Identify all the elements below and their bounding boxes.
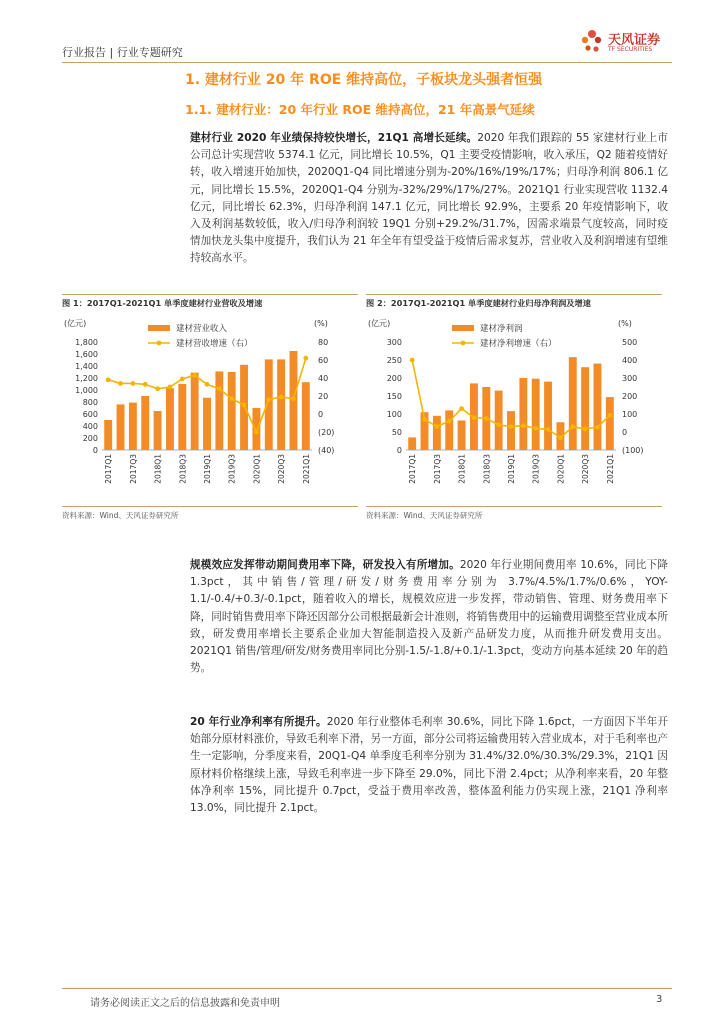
legend-bar-swatch — [148, 325, 170, 331]
right-tick-label: (100) — [622, 446, 644, 455]
bar-2017Q3 — [129, 403, 137, 450]
x-tick-label: 2019Q1 — [507, 454, 516, 484]
bar-2019Q2 — [215, 371, 223, 450]
figure2-top-rule — [366, 294, 662, 295]
paragraph-revenue — [190, 130, 668, 268]
right-tick-label: 300 — [622, 374, 638, 383]
growth-point-2020Q4 — [595, 425, 600, 430]
growth-point-2019Q2 — [217, 386, 222, 391]
bar-2019Q4 — [544, 382, 552, 450]
paragraph-body: 2020 年我们跟踪的 55 家建材行业上市公司总计实现营收 5374.1 亿元，同比增长 10.5%，Q1 主要受疫情影响，收入承压，Q2 随着疫情好转，收入增速开始加快，2020Q1-Q4 同比增速分别为-20%/16%/19%/17%；归母净利润 806.1 亿元，同比增长 15.5%，2020Q1-Q4 分别为-32%/29%/17%/27%。2021Q1 行业实现营收 1132.4 亿元，同比增长 62.3%，归母净利润 147.1 亿元，同比增长 92.9%，主要系 20 年疫情影响下，收入及利润基数较低，收入/归母净利润较 19Q1 分别+29.2%/31.7%，因需求端景气度较高，同时疫情加快龙头集中度提升，我们认为 21 年全年有望受益于疫情后需求复苏，营业收入及利润增速有望维持较高水平。 — [190, 132, 668, 265]
growth-point-2020Q1 — [254, 430, 259, 435]
growth-point-2019Q2 — [521, 423, 526, 428]
left-tick-label: 1,000 — [75, 386, 98, 395]
x-tick-label: 2018Q1 — [457, 454, 467, 484]
left-tick-label: 1,400 — [75, 362, 98, 371]
paragraph-lead: 建材行业 2020 年业绩保持较快增长，21Q1 高增长延续。 — [190, 132, 478, 144]
left-tick-label: 1,600 — [75, 350, 98, 359]
left-tick-label: 1,200 — [75, 374, 98, 383]
bar-2018Q4 — [495, 391, 503, 450]
right-tick-label: 500 — [622, 338, 638, 347]
growth-point-2019Q1 — [509, 424, 514, 429]
legend-line-marker — [461, 341, 466, 346]
growth-point-2018Q4 — [496, 422, 501, 427]
footer-rule — [62, 988, 672, 989]
legend-bar-label: 建材净利润 — [480, 324, 523, 334]
figure2-bottom-rule — [366, 506, 662, 507]
left-tick-label: 250 — [386, 356, 402, 365]
page-number: 3 — [656, 994, 663, 1005]
bar-2019Q1 — [507, 411, 515, 450]
growth-point-2017Q1 — [410, 358, 415, 363]
bar-2019Q3 — [228, 372, 236, 450]
left-tick-label: 0 — [92, 446, 98, 455]
growth-point-2018Q2 — [168, 385, 173, 390]
logo-sub: TF SECURITIES — [608, 46, 653, 53]
x-tick-label: 2020Q3 — [277, 454, 287, 484]
x-tick-label: 2021Q1 — [301, 454, 311, 484]
growth-point-2019Q1 — [205, 382, 210, 387]
right-tick-label: 400 — [622, 356, 638, 365]
logo-name: 天风证券 — [608, 33, 661, 48]
bar-2020Q2 — [569, 357, 577, 450]
left-tick-label: 0 — [396, 446, 402, 455]
x-tick-label: 2018Q3 — [178, 454, 188, 484]
bar-2019Q2 — [519, 378, 527, 450]
legend-line-label: 建材净利增速（右） — [480, 339, 557, 349]
bar-2020Q3 — [581, 367, 589, 450]
bar-2017Q4 — [141, 396, 149, 450]
paragraph-expenses — [190, 557, 668, 677]
right-tick-label: 100 — [622, 410, 638, 419]
growth-point-2018Q4 — [192, 373, 197, 378]
x-tick-label: 2020Q1 — [252, 454, 262, 484]
left-tick-label: 1,800 — [75, 338, 98, 347]
right-tick-label: (20) — [318, 428, 335, 437]
bar-2018Q2 — [166, 388, 174, 450]
bar-2020Q3 — [277, 359, 285, 450]
x-tick-label: 2017Q3 — [432, 454, 442, 484]
right-tick-label: 0 — [622, 428, 628, 437]
growth-point-2021Q1 — [303, 356, 308, 361]
growth-point-2020Q2 — [266, 397, 271, 402]
growth-point-2018Q1 — [155, 386, 160, 391]
right-tick-label: 40 — [318, 374, 329, 383]
x-tick-label: 2019Q3 — [531, 454, 541, 484]
right-tick-label: (40) — [318, 446, 335, 455]
legend-bar-label: 建材营业收入 — [176, 324, 228, 334]
left-tick-label: 800 — [82, 398, 98, 407]
bar-2021Q1 — [606, 397, 614, 450]
x-tick-label: 2017Q1 — [408, 454, 418, 484]
bar-2018Q1 — [154, 411, 162, 450]
left-tick-label: 50 — [391, 428, 402, 437]
growth-point-2020Q3 — [583, 427, 588, 432]
growth-point-2019Q3 — [533, 426, 538, 431]
figure2-source: 资料来源：Wind、天风证券研究所 — [366, 511, 483, 520]
figure1-top-rule — [62, 294, 358, 295]
left-axis-unit: (亿元) — [64, 319, 87, 328]
growth-point-2017Q4 — [447, 419, 452, 424]
left-tick-label: 400 — [82, 422, 98, 431]
right-tick-label: 20 — [318, 392, 329, 401]
growth-point-2017Q1 — [106, 377, 111, 382]
paragraph-lead: 规模效应发挥带动期间费用率下降，研发投入有所增加。 — [190, 559, 460, 571]
bar-2018Q3 — [178, 384, 186, 450]
bar-2017Q1 — [104, 420, 112, 450]
paragraph-lead: 20 年行业净利率有所提升。 — [190, 716, 327, 728]
growth-point-2017Q3 — [434, 424, 439, 429]
bar-2018Q1 — [458, 420, 466, 450]
growth-point-2017Q3 — [130, 381, 135, 386]
legend-bar-swatch — [452, 325, 474, 331]
x-tick-label: 2020Q3 — [581, 454, 591, 484]
left-tick-label: 200 — [386, 374, 402, 383]
growth-point-2020Q1 — [558, 435, 563, 440]
bar-2017Q1 — [408, 437, 416, 450]
bar-2019Q3 — [532, 379, 540, 450]
left-tick-label: 300 — [386, 338, 402, 347]
bar-2017Q2 — [117, 404, 125, 450]
left-axis-unit: (亿元) — [368, 319, 391, 328]
right-axis-unit: (%) — [314, 319, 328, 328]
right-axis-unit: (%) — [618, 319, 632, 328]
figure1-bottom-rule — [62, 506, 358, 507]
right-tick-label: 200 — [622, 392, 638, 401]
figure2-caption: 图 2：2017Q1-2021Q1 单季度建材行业归母净利润及增速 — [366, 298, 591, 308]
figure2-chart — [366, 312, 662, 504]
x-tick-label: 2018Q3 — [482, 454, 492, 484]
left-tick-label: 600 — [82, 410, 98, 419]
x-tick-label: 2019Q1 — [203, 454, 212, 484]
growth-point-2018Q1 — [459, 406, 464, 411]
section-heading-1-1: 1.1. 建材行业：20 年行业 ROE 维持高位，21 年高景气延续 — [185, 102, 535, 117]
x-tick-label: 2017Q1 — [104, 454, 114, 484]
x-tick-label: 2018Q1 — [153, 454, 163, 484]
growth-point-2018Q3 — [484, 416, 489, 421]
header-rule — [62, 62, 672, 63]
growth-point-2018Q2 — [472, 415, 477, 420]
left-tick-label: 150 — [386, 392, 402, 401]
growth-point-2019Q4 — [546, 427, 551, 432]
bar-2017Q3 — [433, 416, 441, 450]
growth-point-2018Q3 — [180, 377, 185, 382]
figure1-source: 资料来源：Wind、天风证券研究所 — [62, 511, 179, 520]
paragraph-body: 2020 年行业整体毛利率 30.6%，同比下降 1.6pct，一方面因下半年开始部分原材料涨价，导致毛利率下滑，另一方面，部分公司将运输费用转入营业成本，对于毛利率也产生一定影响，分季度来看，20Q1-Q4 单季度毛利率分别为 31.4%/32.0%/30.3%/29.3%，21Q1 因原材料价格继续上涨，导致毛利率进一步下降至 29.0%，同比下滑 2.4pct；从净利率来看，20 年整体净利率 15%，同比提升 0.7pct，受益于费用率改善，整体盈利能力仍实现上涨，21Q1 净利率 13.0%，同比提升 2.1pct。 — [190, 716, 668, 815]
growth-point-2017Q4 — [143, 382, 148, 387]
x-tick-label: 2019Q3 — [227, 454, 237, 484]
bar-2020Q1 — [252, 408, 260, 450]
figure1-caption: 图 1：2017Q1-2021Q1 单季度建材行业营收及增速 — [62, 298, 263, 308]
section-heading-1: 1. 建材行业 20 年 ROE 维持高位，子板块龙头强者恒强 — [185, 72, 543, 88]
growth-point-2019Q4 — [242, 403, 247, 408]
paragraph-body: 2020 年行业期间费用率 10.6%，同比下降 1.3pct，其中销售/管理/研发/财务费用率分别为 3.7%/4.5%/1.7%/0.6%，YOY-1.1/-0.4/+0.3/-0.1pct，随着收入的增长，规模效应进一步发挥，带动销售、管理、财务费用率下降，同时销售费用率下降还因部分公司根据最新会计准则，将销售费用中的运输费用调整至营业成本所致，研发费用率增长主要系企业加大智能制造投入及新产品研发力度，从而推升研发费用支出。2021Q1 销售/管理/研发/财务费用率同比分别-1.5/-1.8/+0.1/-1.3pct，变动方向基本延续 20 年的趋势。 — [190, 559, 668, 675]
legend-line-label: 建材营收增速（右） — [176, 339, 253, 349]
bar-2020Q4 — [594, 364, 602, 450]
breadcrumb: 行业报告 | 行业专题研究 — [62, 46, 183, 59]
right-tick-label: 80 — [318, 338, 329, 347]
growth-point-2020Q3 — [279, 395, 284, 400]
right-tick-label: 0 — [318, 410, 324, 419]
footer-disclaimer: 请务必阅读正文之后的信息披露和免责申明 — [90, 998, 280, 1009]
growth-point-2017Q2 — [422, 417, 427, 422]
paragraph-margin — [190, 714, 668, 817]
bar-2017Q4 — [445, 410, 453, 450]
growth-point-2021Q1 — [607, 413, 612, 418]
growth-point-2020Q2 — [570, 424, 575, 429]
growth-point-2020Q4 — [291, 396, 296, 401]
growth-point-2019Q3 — [229, 396, 234, 401]
growth-point-2017Q2 — [118, 381, 123, 386]
right-tick-label: 60 — [318, 356, 329, 365]
x-tick-label: 2020Q1 — [556, 454, 566, 484]
left-tick-label: 100 — [386, 410, 402, 419]
bar-2019Q1 — [203, 398, 211, 450]
bar-2021Q1 — [302, 382, 310, 450]
left-tick-label: 200 — [82, 434, 98, 443]
tf-logo-icon — [578, 26, 608, 58]
legend-line-marker — [157, 341, 162, 346]
x-tick-label: 2021Q1 — [605, 454, 615, 484]
x-tick-label: 2017Q3 — [128, 454, 138, 484]
figure1-chart — [62, 312, 358, 504]
bar-2018Q4 — [191, 373, 199, 450]
